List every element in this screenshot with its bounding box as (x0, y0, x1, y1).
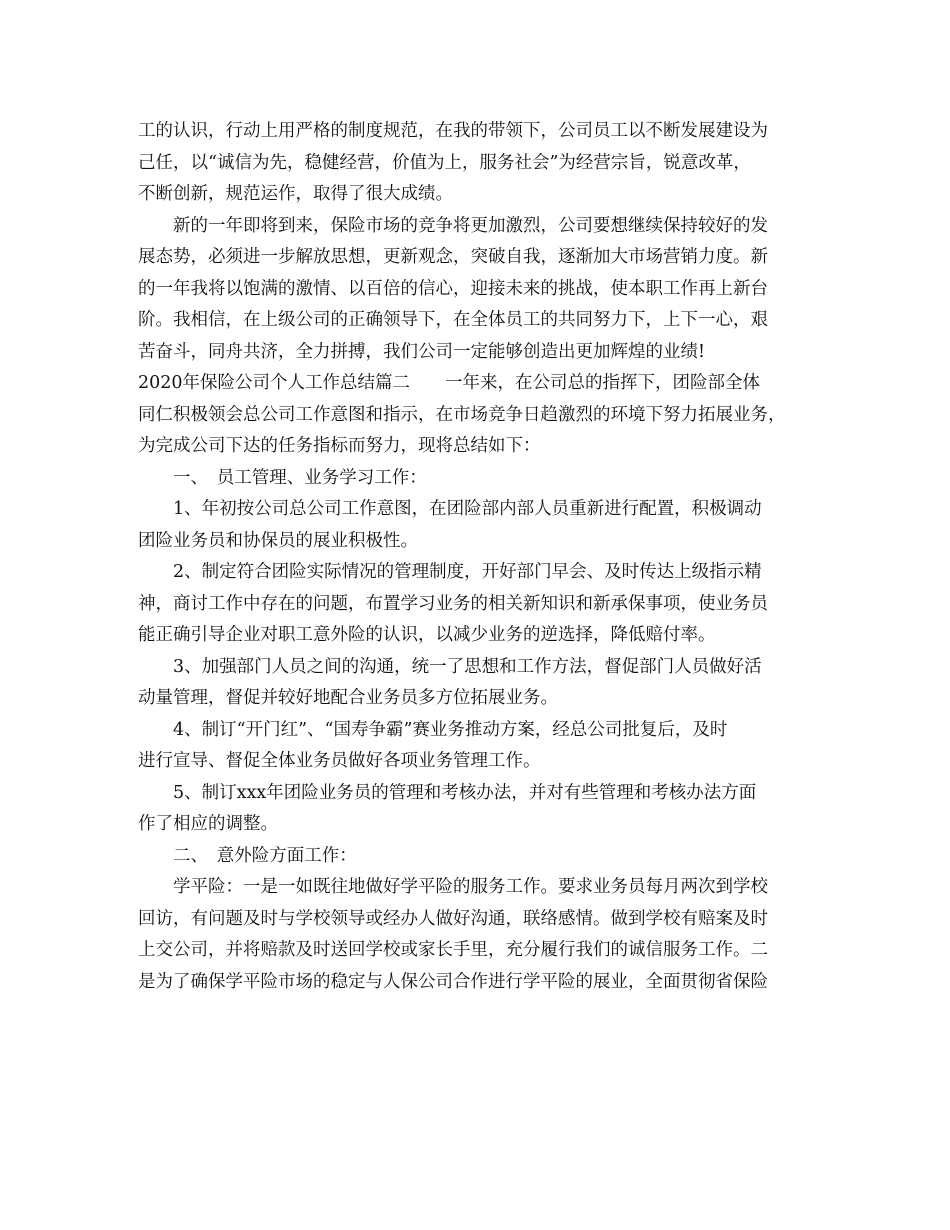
list-item-line: 4、制订“开门红”、“国寿争霸”赛业务推动方案，经总公司批复后，及时 (173, 719, 728, 740)
list-item-line: 3、加强部门人员之间的沟通，统一了思想和工作方法，督促部门人员做好活 (173, 656, 762, 677)
list-item-line: 1、年初按公司总公司工作意图，在团险部内部人员重新进行配置，积极调动 (173, 499, 762, 519)
text-line: 团险业务员和协保员的展业积极性。 (138, 530, 418, 551)
text-line: 苦奋斗，同舟共济，全力拼搏，我们公司一定能够创造出更加辉煌的业绩! (138, 341, 706, 362)
text-line: 是为了确保学平险市场的稳定与人保公司合作进行学平险的展业，全面贯彻省保险 (138, 971, 768, 992)
paragraph-start-line: 新的一年即将到来，保险市场的竞争将更加激烈，公司要想继续保持较好的发 (173, 215, 768, 236)
text-line: 展态势，必须进一步解放思想，更新观念，突破自我，逐渐加大市场营销力度。新 (138, 247, 768, 267)
text-line: 神，商讨工作中存在的问题，布置学习业务的相关新知识和新承保事项，使业务员 (138, 593, 768, 614)
list-item-line: 5、制订xxx年团险业务员的管理和考核办法，并对有些管理和考核办法方面 (173, 782, 757, 803)
subheading-line: 一、 员工管理、业务学习工作： (173, 467, 427, 488)
text-line: 同仁积极领会总公司工作意图和指示，在市场竞争日趋激烈的环境下努力拓展业务， (138, 404, 786, 425)
text-line: 回访，有问题及时与学校领导或经办人做好沟通，联络感情。做到学校有赔案及时 (138, 908, 768, 929)
text-line: 为完成公司下达的任务指标而努力，现将总结如下： (138, 436, 541, 456)
text-line: 作了相应的调整。 (138, 814, 278, 834)
paragraph-start-line: 学平险：一是一如既往地做好学平险的服务工作。要求业务员每月两次到学校 (173, 877, 768, 897)
text-line: 不断创新，规范运作，取得了很大成绩。 (138, 184, 453, 204)
text-line: 能正确引导企业对职工意外险的认识，以减少业务的逆选择，降低赔付率。 (138, 625, 716, 645)
section-heading-line: 2020年保险公司个人工作总结篇二 一年来，在公司总的指挥下，团险部全体 (138, 373, 761, 393)
document-page (138, 116, 828, 998)
text-line: 阶。我相信，在上级公司的正确领导下，在全体员工的共同努力下，上下一心，艰 (138, 310, 768, 330)
subheading-line: 二、 意外险方面工作： (173, 845, 357, 866)
text-line: 上交公司，并将赔款及时送回学校或家长手里，充分履行我们的诚信服务工作。二 (138, 940, 768, 960)
text-line: 动量管理，督促并较好地配合业务员多方位拓展业务。 (138, 688, 558, 708)
text-line: 进行宣导、督促全体业务员做好各项业务管理工作。 (138, 751, 541, 771)
list-item-line: 2、制定符合团险实际情况的管理制度，开好部门早会、及时传达上级指示精 (173, 562, 762, 582)
text-line: 工的认识，行动上用严格的制度规范，在我的带领下，公司员工以不断发展建设为 (138, 121, 768, 141)
text-line: 己任，以“诚信为先，稳健经营，价值为上，服务社会”为经营宗旨，锐意改革， (138, 152, 751, 173)
text-line: 的一年我将以饱满的激情、以百倍的信心，迎接未来的挑战，使本职工作再上新台 (138, 278, 768, 299)
